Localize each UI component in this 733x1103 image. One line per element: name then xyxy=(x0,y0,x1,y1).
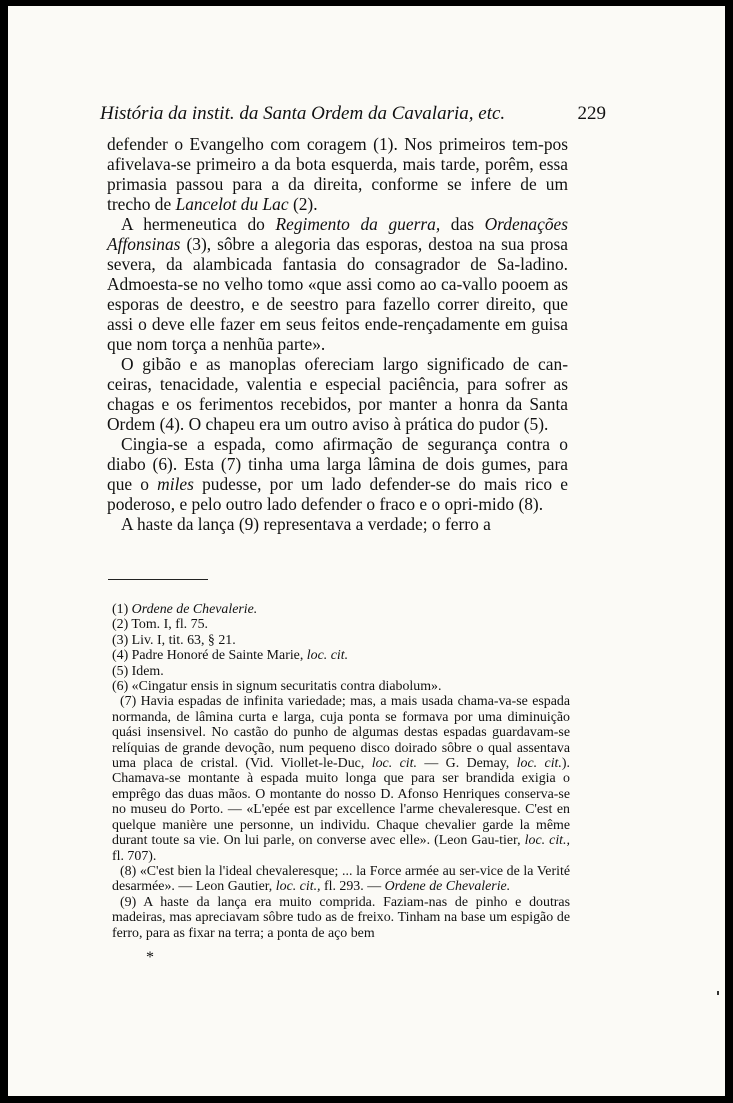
paragraph-4-text-a: Cingia-se a espada, como afirmação de segurança contra o diabo (6). Esta (7) tinha uma larga lâmina de dois gumes, para que o xyxy=(107,434,568,494)
paragraph-1-end: (2). xyxy=(288,194,318,214)
footnote-1 xyxy=(112,602,570,617)
footnote-2: (2) Tom. I, fl. 75. xyxy=(112,617,208,633)
footnote-8-text-b: fl. 293. — xyxy=(320,879,385,895)
footnote-7-italic-2: loc. cit. xyxy=(516,756,562,772)
footnote-7-italic-1: loc. cit. xyxy=(371,756,417,772)
footnote-8-italic-1: loc. cit., xyxy=(275,879,321,895)
footnote-8-italic-2: Ordene de Chevalerie. xyxy=(384,879,511,895)
footnote-7-text-b: — G. Demay, xyxy=(416,756,517,772)
footnotes xyxy=(112,602,570,941)
footnote-5: (5) Idem. xyxy=(112,663,164,679)
paragraph-4-italic: miles xyxy=(157,474,194,494)
footnote-7-text-a: (7) Havia espadas de infinita variedade; mas, a mais usada chama-va-se espada normanda, de lâmina curta e larga, cuja ponta se formava por uma diminuição quási insensivel. No castão do punho de algumas destas espadas guardavam-se relíquias de grande devoção, num pequeno disco doirado sôbre o qual assentava uma placa de cristal. (Vid. Viollet-le-Duc, xyxy=(112,694,570,772)
signature-mark: * xyxy=(146,949,154,966)
paragraph-4 xyxy=(107,434,568,514)
footnote-9: (9) A haste da lança era muito comprida. Faziam-nas de pinho e doutras madeiras, mas apreciavam sôbre tudo as de freixo. Tinham na base um espigão de ferro, para as fixar na terra; a ponta de aço bem xyxy=(112,894,570,941)
paragraph-3: O gibão e as manoplas ofereciam largo significado de can-ceiras, tenacidade, valentia e especial paciência, para sofrer as chagas e os ferimentos recebidos, por manter a honra da Santa Ordem (4). O chapeu era um outro aviso à prática do pudor (5). xyxy=(107,354,568,434)
paragraph-2-text-c: (3), sôbre a alegoria das esporas, destoa na sua prosa severa, da alambicada fantasia do consagrador de Sa-ladino. Admoesta-se no velho tomo «que assi como ao ca-vallo pooem as esporas de deestro, e de seestro para fazello correr direito, que assi o deve elle fazer em seus feitos ende-rençadamente em guisa que nom torça a nenhũa parte». xyxy=(107,234,568,354)
paragraph-4-text-b: pudesse, por um lado defender-se do mais rico e poderoso, e pelo outro lado defender o fraco e o opri-mido (8). xyxy=(107,474,568,514)
paper-speck xyxy=(717,991,719,995)
book-page xyxy=(8,6,725,1096)
footnote-rule xyxy=(108,579,208,580)
footnote-4-text: (4) Padre Honoré de Sainte Marie, xyxy=(112,648,307,664)
paragraph-2-text-b: das xyxy=(440,214,485,234)
footnote-3: (3) Liv. I, tit. 63, § 21. xyxy=(112,632,236,648)
footnote-4-italic: loc. cit. xyxy=(306,648,349,664)
footnote-4 xyxy=(112,648,570,663)
footnote-8 xyxy=(112,864,570,895)
paragraph-2-text-a: A hermeneutica do xyxy=(121,214,276,234)
paragraph-2-italic-1: Regimento da guerra, xyxy=(275,214,441,234)
running-title: História da instit. da Santa Ordem da Cavalaria, etc. xyxy=(100,103,506,124)
main-text xyxy=(107,134,568,534)
paragraph-5: A haste da lança (9) representava a verdade; o ferro a xyxy=(121,514,491,534)
paragraph-2-italic-2: Ordenações Affonsinas xyxy=(107,214,568,254)
footnote-8-text-a: (8) «C'est bien la l'ideal chevaleresque; ... la Force armée au ser-vice de la Verité desarmée». — Leon Gautier, xyxy=(112,863,570,895)
paragraph-1 xyxy=(107,134,568,214)
paragraph-1-italic: Lancelot du Lac xyxy=(175,194,289,214)
footnote-7-text-c: ). Chamava-se montante à espada muito longa que para ser brandida exigia o emprêgo das duas mãos. O montante do nosso D. Afonso Henriques conserva-se no museu do Porto. — «L'epée est par excellence l'arme chevaleresque. C'est en quelque manière une personne, un individu. Chaque chevalier garde la même durant toute sa vie. On lui parle, on converse avec elle». (Leon Gau-tier, xyxy=(112,756,570,849)
footnote-1-number: (1) xyxy=(112,602,132,617)
page-number: 229 xyxy=(577,103,606,124)
footnote-7-italic-3: loc. cit., xyxy=(524,833,570,849)
paragraph-1-text: defender o Evangelho com coragem (1). Nos primeiros tem-pos afivelava-se primeiro a da bota esquerda, mais tarde, porêm, essa primasia passou para a da direita, conforme se infere de um trecho de xyxy=(107,134,568,214)
footnote-7 xyxy=(112,694,570,863)
footnote-6: (6) «Cingatur ensis in signum securitatis contra diabolum». xyxy=(112,679,442,695)
footnote-1-italic: Ordene de Chevalerie. xyxy=(131,602,258,617)
paragraph-2 xyxy=(107,214,568,354)
footnote-7-text-d: fl. 707). xyxy=(112,848,157,864)
